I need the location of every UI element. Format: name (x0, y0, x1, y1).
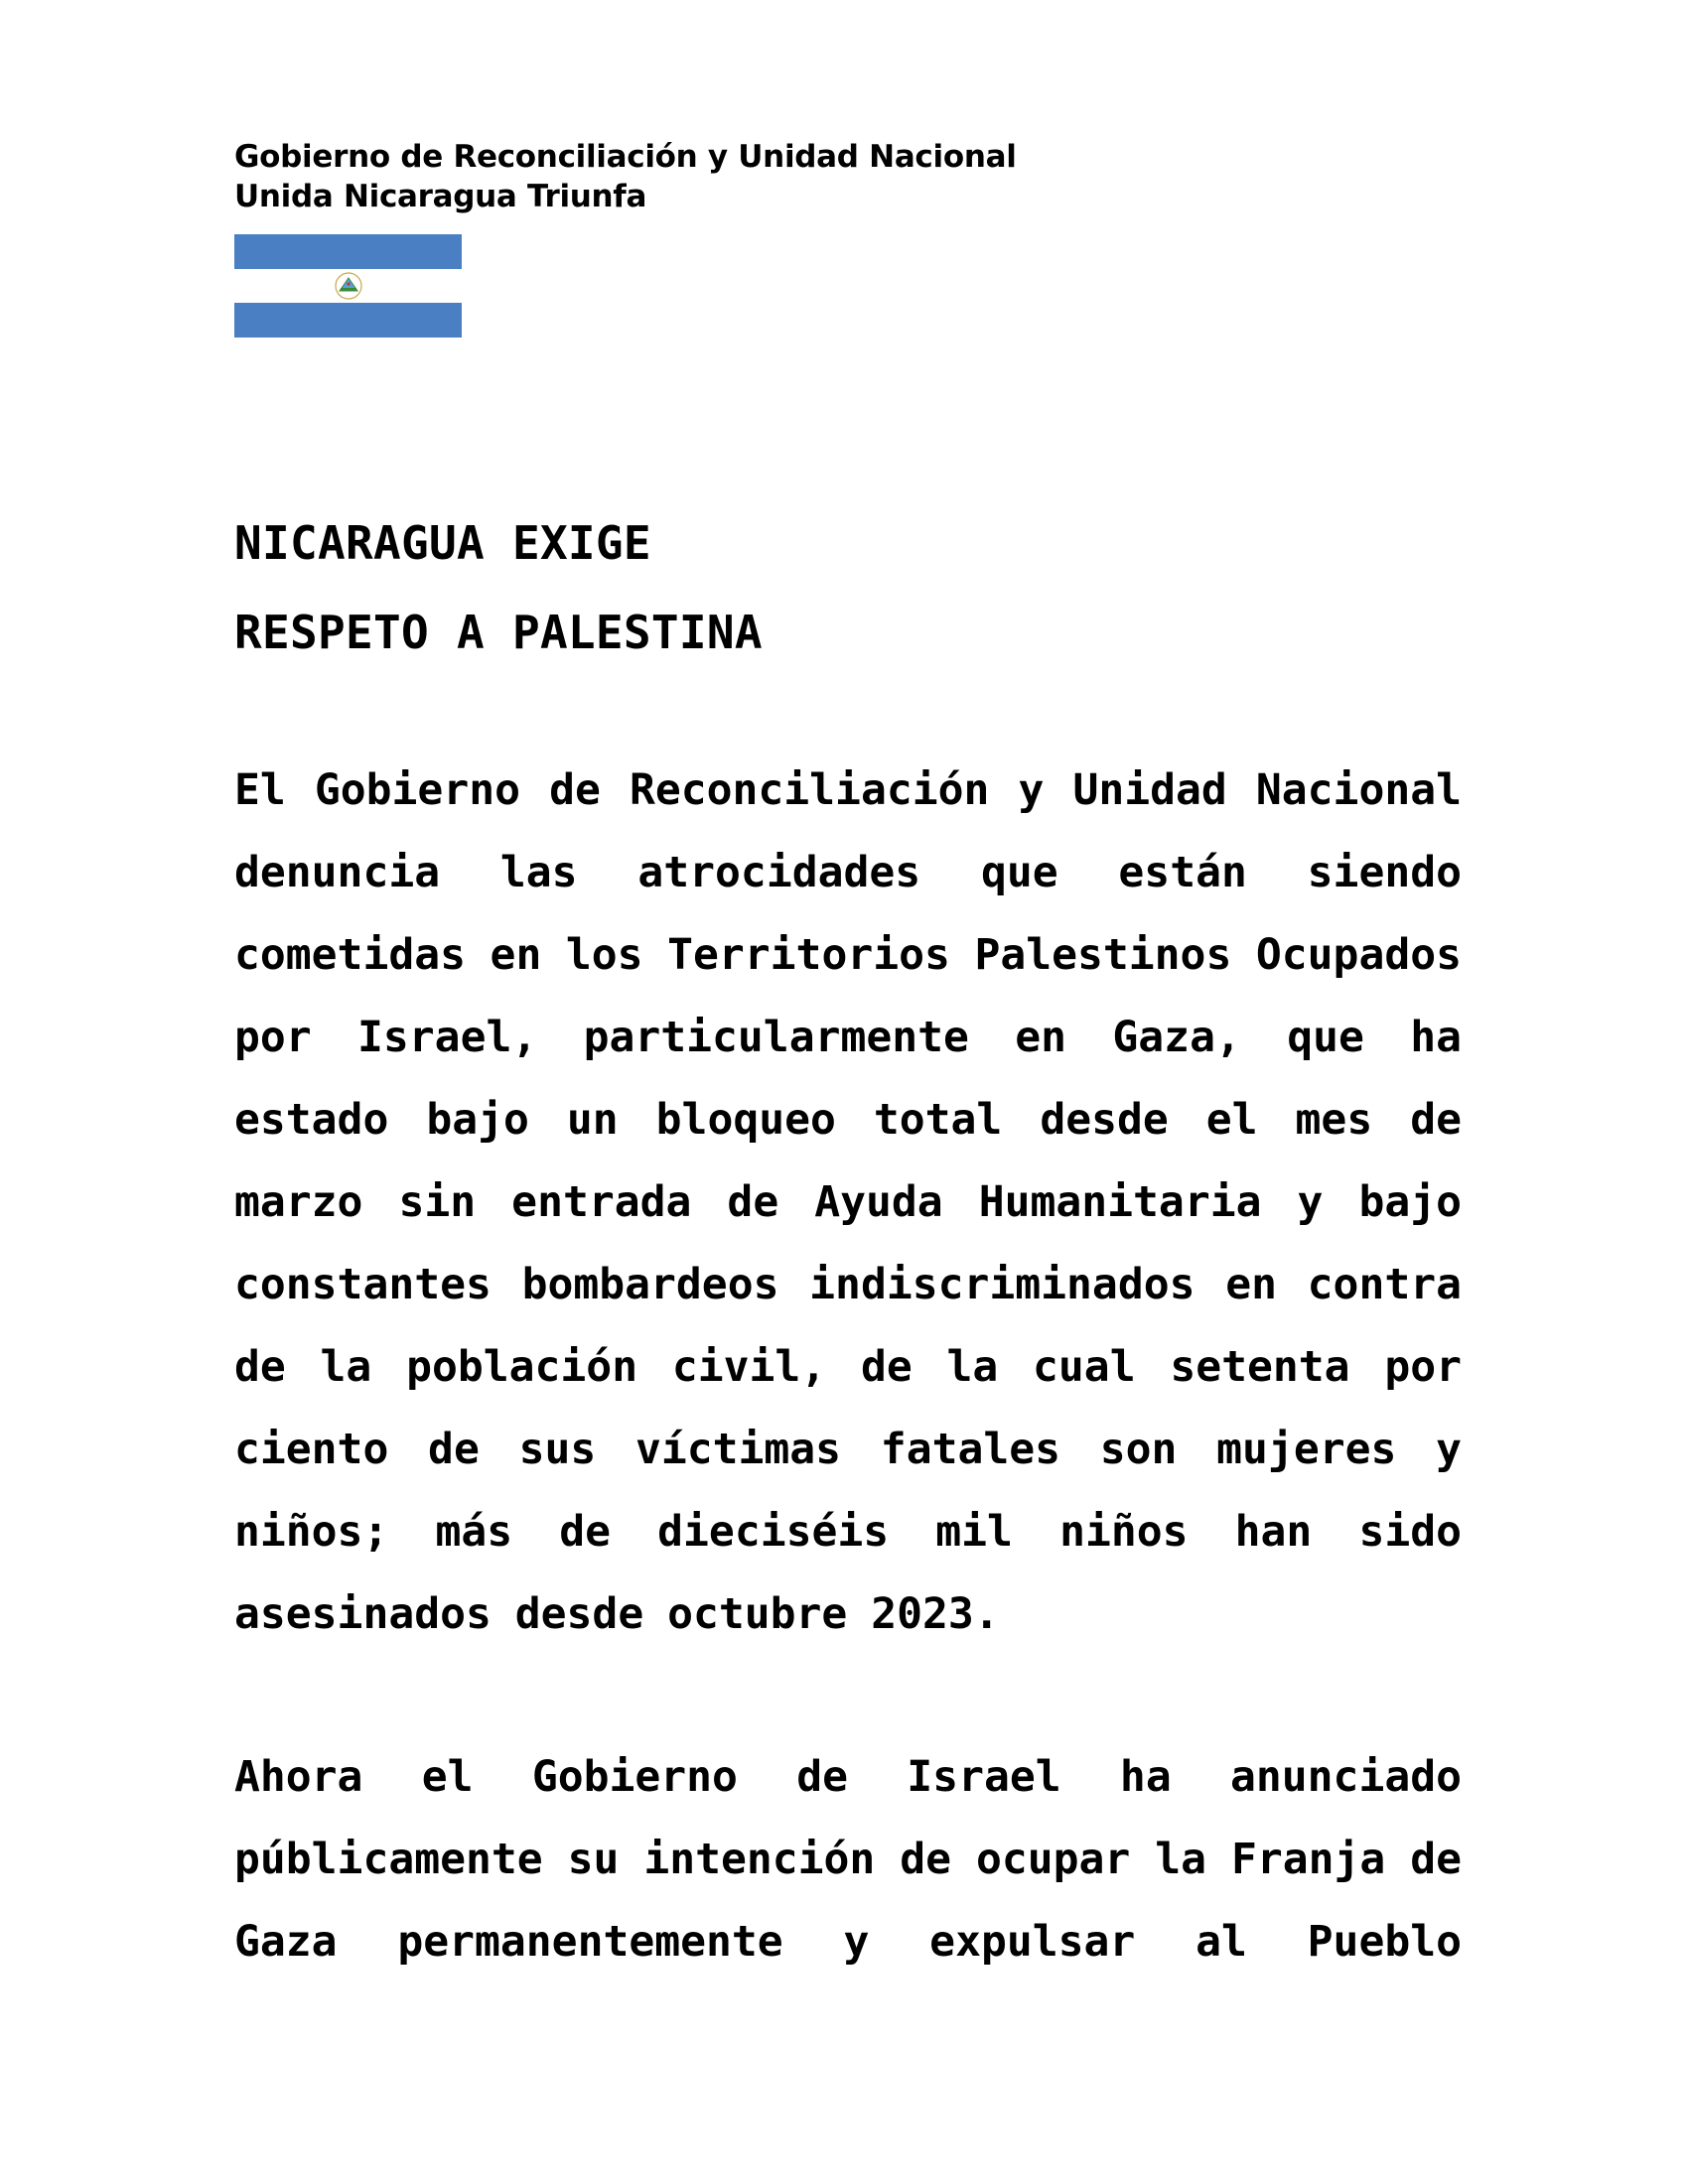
body-paragraph-1: El Gobierno de Reconciliación y Unidad Nacional denuncia las atrocidades que están siendo cometidas en los Territorios Palestinos Ocupados por Israel, particularmente en Gaza, que ha estado bajo un bloqueo total desde el mes de marzo sin entrada de Ayuda Humanitaria y bajo constantes bombardeos indiscriminados en contra de la población civil, de la cual setenta por ciento de sus víctimas fatales son mujeres y niños; más de dieciséis mil niños han sido asesinados desde octubre 2023. (234, 765, 1462, 1639)
title-line-2: RESPETO A PALESTINA (234, 606, 763, 659)
document-header (234, 137, 1017, 216)
flag-top-band (234, 234, 462, 269)
flag-bottom-band (234, 303, 462, 338)
title-line-1: NICARAGUA EXIGE (234, 516, 651, 570)
government-slogan: Unida Nicaragua Triunfa (234, 179, 647, 214)
body-paragraph-2 (234, 1736, 1462, 1983)
nicaragua-flag-icon (234, 234, 462, 338)
coat-of-arms-icon (326, 269, 371, 303)
government-name: Gobierno de Reconciliación y Unidad Nacional (234, 139, 1017, 175)
document-title (234, 498, 763, 677)
body-paragraph-2-text: Ahora el Gobierno de Israel ha anunciado públicamente su intención de ocupar la Franja de Gaza permanentemente y expulsar al Pueblo (234, 1752, 1462, 1967)
